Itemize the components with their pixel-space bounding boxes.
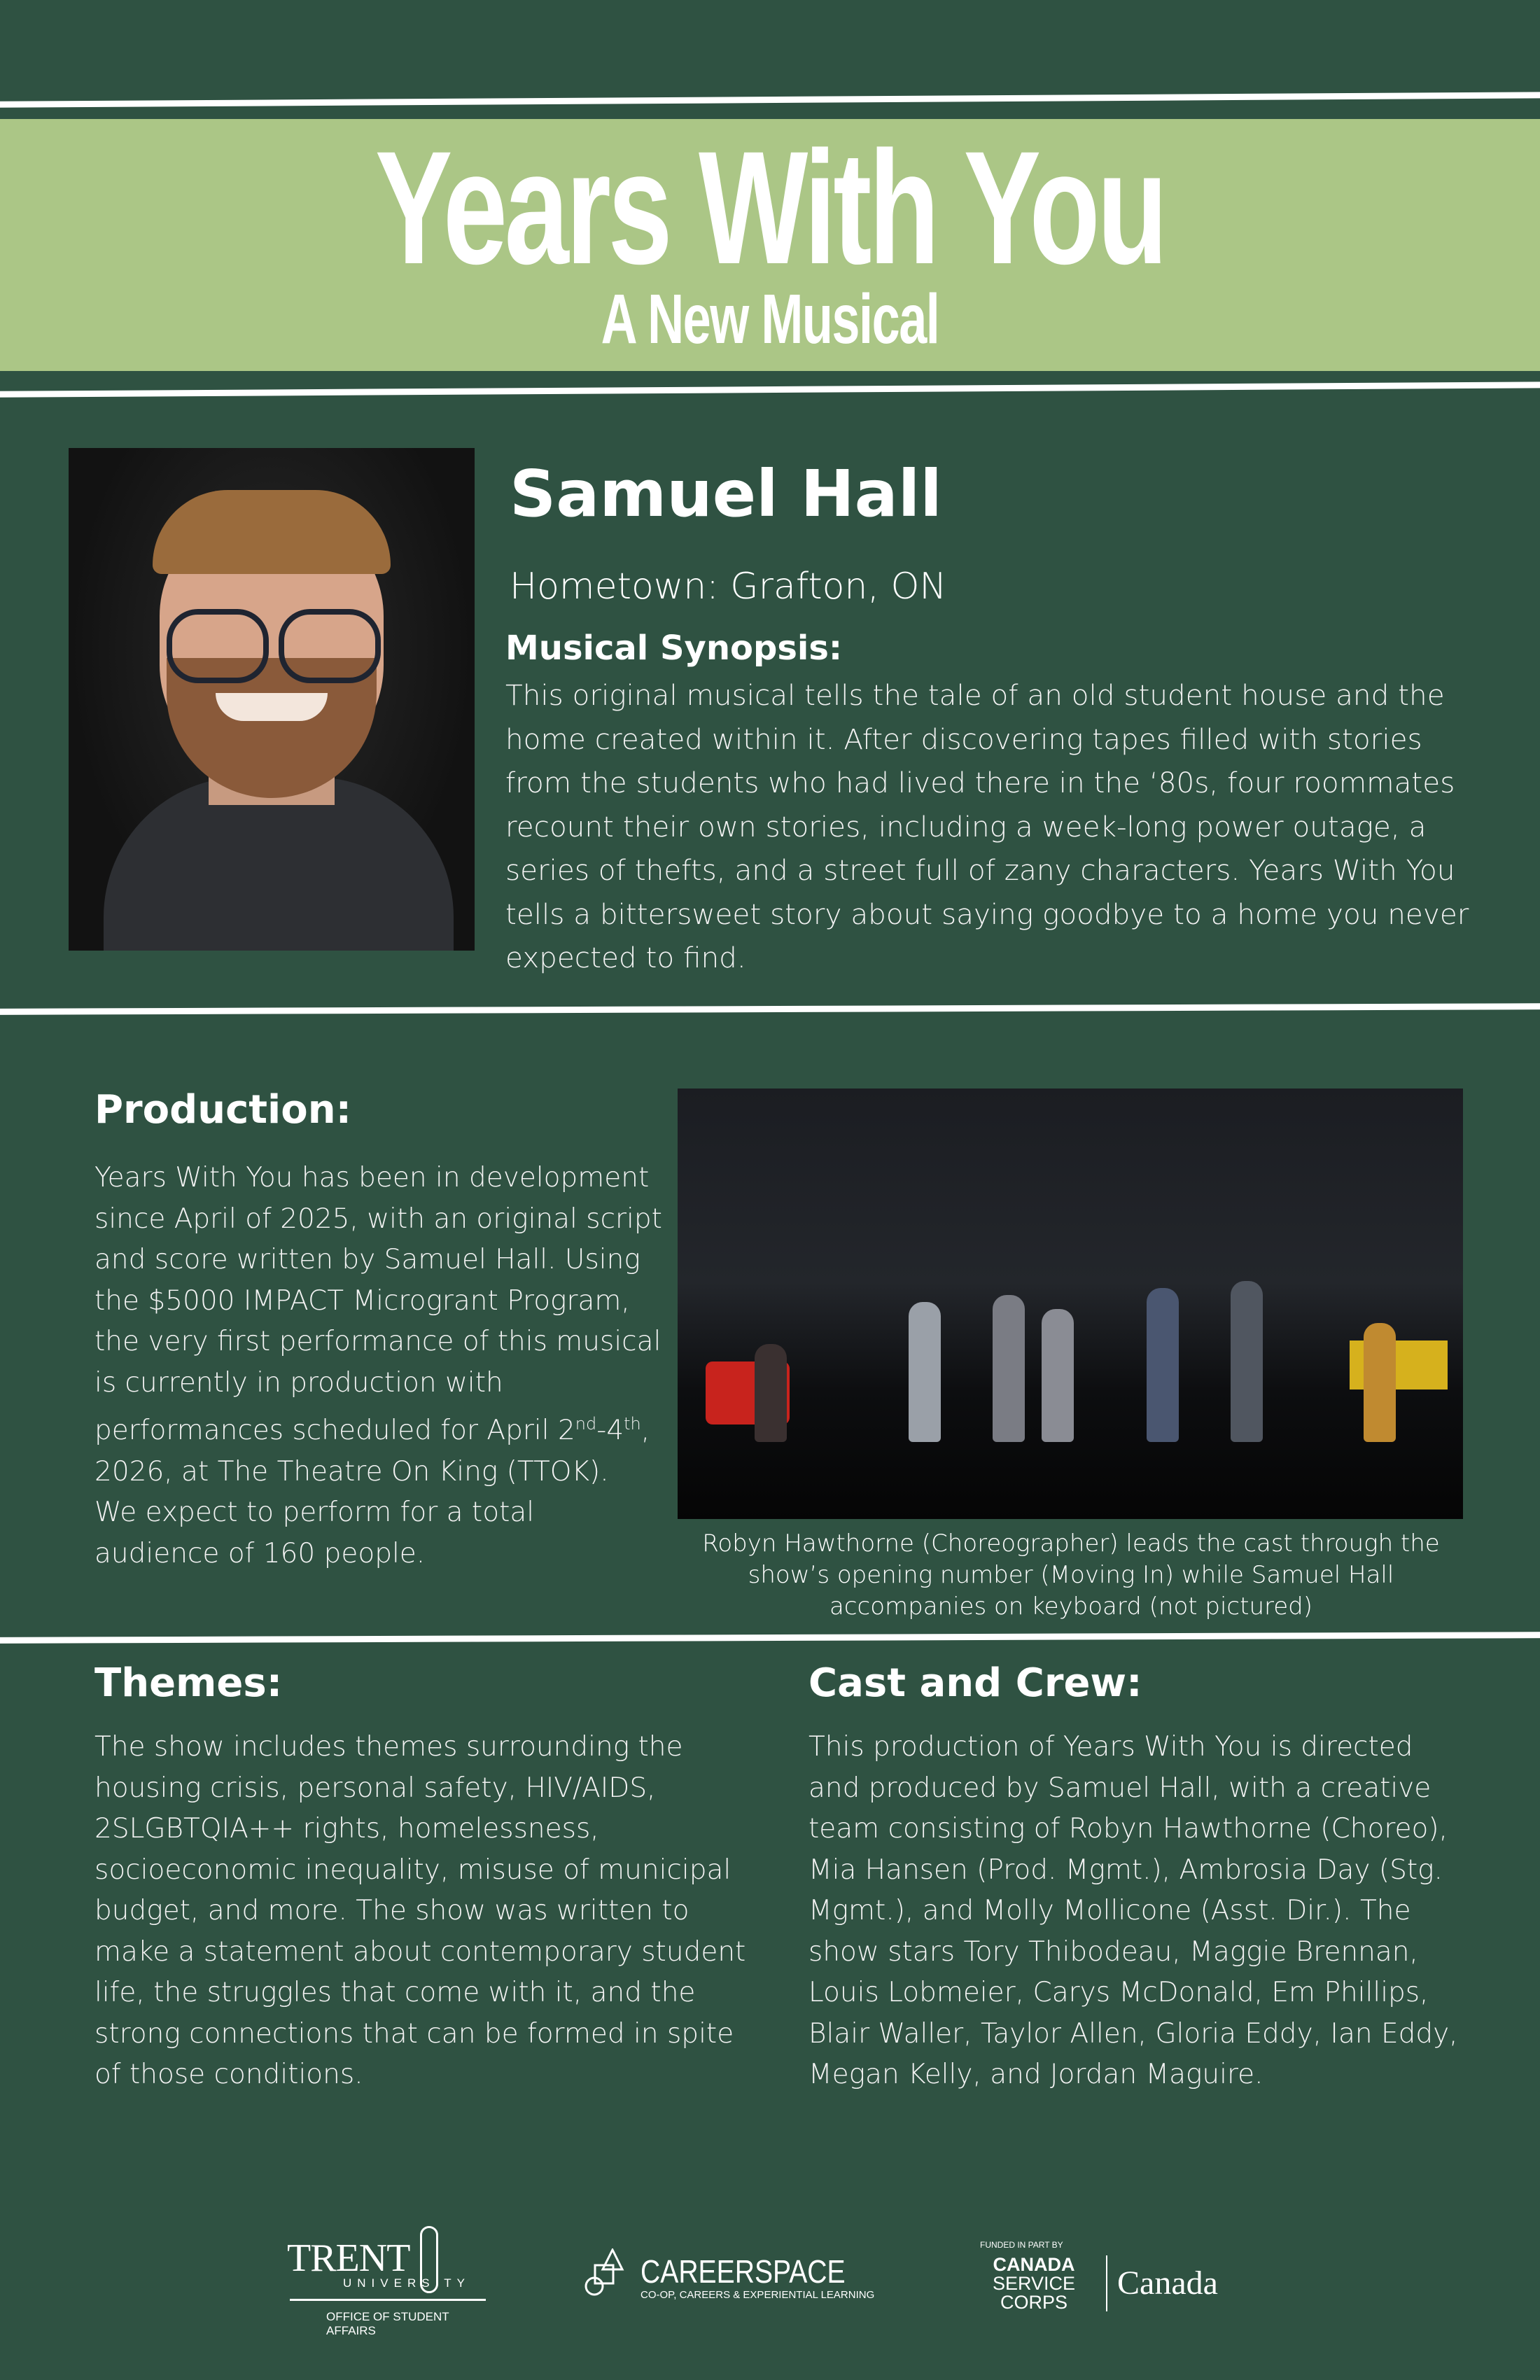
production-heading: Production:: [94, 1087, 351, 1133]
cast-text: [808, 1727, 1458, 2096]
text-line: tells a bittersweet story about saying goodbye to a home you never: [505, 897, 1469, 931]
themes-heading: Themes:: [94, 1660, 283, 1706]
canada-service-corps-logo: [980, 2240, 1260, 2317]
text-line: This original musical tells the tale of an old student house and the: [505, 678, 1445, 712]
canada-wordmark: Canada: [1117, 2264, 1218, 2302]
divider-line: [0, 382, 1540, 398]
page-title: Years With You: [374, 118, 1166, 298]
divider-line: [0, 92, 1540, 108]
text-line: show stars Tory Thibodeau, Maggie Brennan,: [808, 1935, 1418, 1968]
cast-heading: Cast and Crew:: [808, 1660, 1142, 1706]
caption-line: accompanies on keyboard (not pictured): [829, 1592, 1312, 1620]
portrait-photo: [69, 448, 475, 951]
text-line: and produced by Samuel Hall, with a creative: [808, 1772, 1432, 1804]
page-subtitle: A New Musical: [601, 280, 939, 358]
production-text: [94, 1158, 662, 1574]
text-line: budget, and more. The show was written to: [94, 1895, 690, 1926]
text-line: This production of Years With You is directed: [808, 1731, 1413, 1763]
logo-text: CO-OP, CAREERS & EXPERIENTIAL LEARNING: [640, 2289, 875, 2301]
title-banner: [0, 119, 1540, 371]
superscript: nd: [575, 1414, 597, 1434]
careerspace-shapes-icon: [584, 2248, 626, 2297]
text-line: series of thefts, and a street full of zany characters. Years With You: [505, 853, 1455, 887]
themes-text: [94, 1727, 746, 2096]
text-line: socioeconomic inequality, misuse of municipal: [94, 1854, 732, 1886]
text-line: and score written by Samuel Hall. Using: [94, 1244, 640, 1275]
caption-line: Robyn Hawthorne (Choreographer) leads the cast through the: [702, 1530, 1440, 1558]
text-line: expected to find.: [505, 941, 746, 974]
caption-line: show’s opening number (Moving In) while Samuel Hall: [748, 1561, 1394, 1589]
text-line: team consisting of Robyn Hawthorne (Choreo),: [808, 1813, 1448, 1844]
synopsis-text: [505, 673, 1469, 980]
trent-university-logo: [287, 2226, 497, 2337]
text-line: 2SLGBTQIA++ rights, homelessness,: [94, 1813, 599, 1844]
text-line: the $5000 IMPACT Microgrant Program,: [94, 1284, 630, 1317]
text-line: Louis Lobmeier, Carys McDonald, Em Phillips,: [808, 1977, 1429, 2008]
text-line: the very first performance of this musical: [94, 1326, 662, 1357]
divider-line: [0, 1632, 1540, 1644]
stage-photo: [678, 1088, 1463, 1519]
profile-name: Samuel Hall: [510, 456, 942, 531]
text-line: is currently in production with: [94, 1366, 503, 1399]
hometown: Hometown: Grafton, ON: [510, 566, 947, 608]
logo-text: CANADA: [993, 2254, 1075, 2275]
text-line: Megan Kelly, and Jordan Maguire.: [808, 2059, 1264, 2090]
logo-text: UNIVERSITY: [343, 2276, 471, 2290]
text-line: audience of 160 people.: [94, 1537, 426, 1569]
text-line: home created within it. After discovering tapes filled with stories: [505, 722, 1422, 756]
text-line: We expect to perform for a total: [94, 1497, 535, 1528]
logo-text: CAREERSPACE: [640, 2253, 846, 2290]
synopsis-heading: Musical Synopsis:: [505, 629, 843, 668]
photo-caption: [658, 1528, 1484, 1623]
text-line: housing crisis, personal safety, HIV/AIDS,: [94, 1772, 656, 1804]
text-line: Blair Waller, Taylor Allen, Gloria Eddy, Ian Eddy,: [808, 2017, 1458, 2050]
logo-text: SERVICE: [993, 2273, 1076, 2294]
text-line: recount their own stories, including a week-long power outage, a: [505, 809, 1427, 844]
divider-line: [0, 1003, 1540, 1015]
text: -4: [596, 1415, 624, 1446]
logo-text: OFFICE OF STUDENT AFFAIRS: [326, 2310, 449, 2337]
text-line: 2026, at The Theatre On King (TTOK).: [94, 1455, 609, 1488]
text-line: strong connections that can be formed in spite: [94, 2017, 734, 2050]
text-line: since April of 2025, with an original script: [94, 1203, 662, 1235]
logo-text: FUNDED IN PART BY: [980, 2240, 1063, 2250]
text: performances scheduled for April 2: [94, 1415, 575, 1446]
text-line: Mgmt.), and Molly Mollicone (Asst. Dir.). The: [808, 1895, 1411, 1926]
text-line: Years With You has been in development: [94, 1162, 650, 1194]
text: ,: [640, 1415, 650, 1446]
text-line: life, the struggles that come with it, and the: [94, 1977, 696, 2008]
careerspace-logo: [584, 2248, 878, 2318]
text-line: [94, 1404, 662, 1452]
text-line: Mia Hansen (Prod. Mgmt.), Ambrosia Day (Stg.: [808, 1854, 1443, 1886]
superscript: th: [624, 1414, 641, 1434]
text-line: The show includes themes surrounding the: [94, 1731, 683, 1763]
text-line: from the students who had lived there in the ‘80s, four roommates: [505, 766, 1455, 799]
logo-text: CORPS: [1000, 2292, 1068, 2313]
logo-text: TRENT: [287, 2236, 410, 2280]
text-line: of those conditions.: [94, 2059, 363, 2090]
text-line: make a statement about contemporary student: [94, 1935, 746, 1968]
